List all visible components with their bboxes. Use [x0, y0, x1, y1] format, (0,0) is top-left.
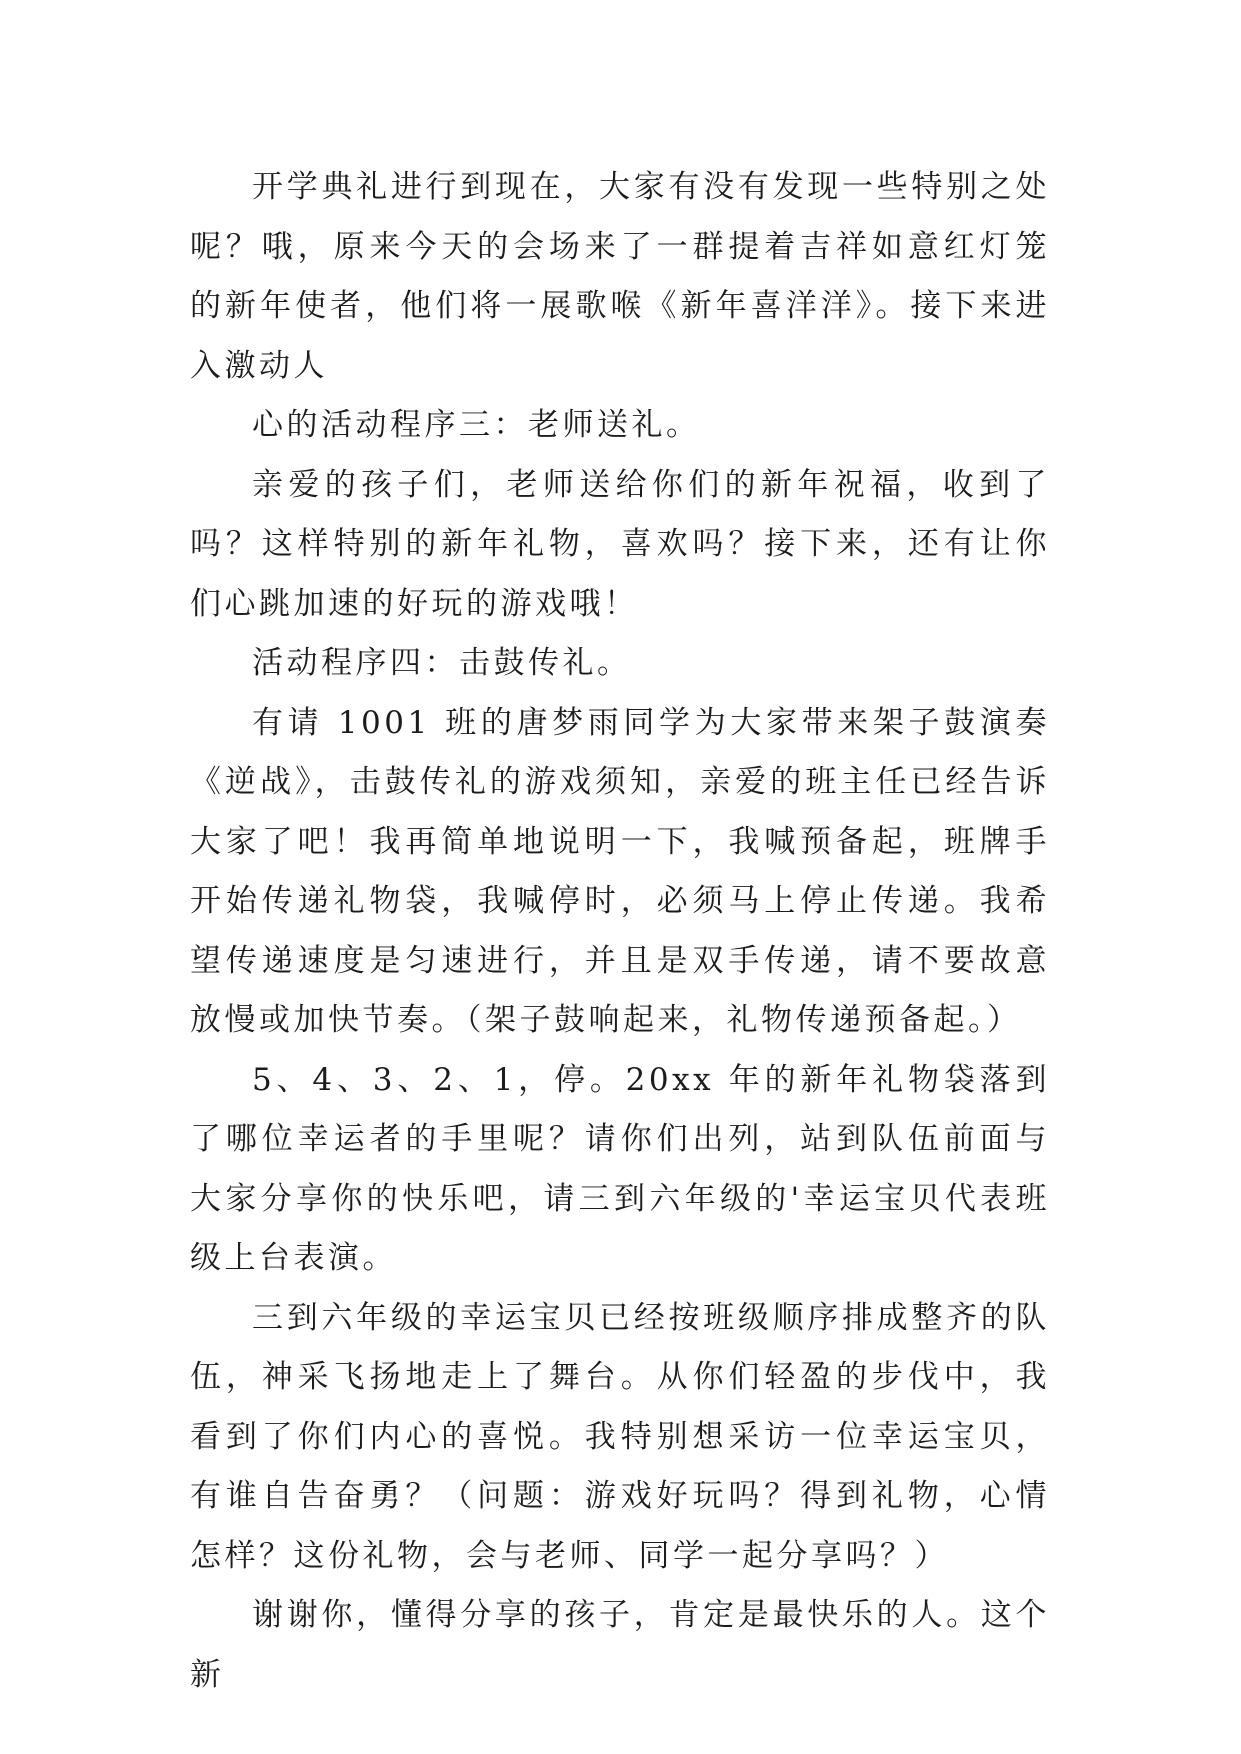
paragraph: 三到六年级的幸运宝贝已经按班级顺序排成整齐的队伍，神采飞扬地走上了舞台。从你们轻盈的步伐中，我看到了你们内心的喜悦。我特别想采访一位幸运宝贝，有谁自告奋勇？（问题：游戏好玩吗？得到礼物，心情怎样？这份礼物，会与老师、同学一起分享吗？）: [190, 1299, 1050, 1574]
paragraph: 心的活动程序三：老师送礼。: [252, 407, 701, 443]
paragraph: 开学典礼进行到现在，大家有没有发现一些特别之处呢？哦，原来今天的会场来了一群提着吉祥如意红灯笼的新年使者，他们将一展歌喉《新年喜洋洋》。接下来进入激动人: [190, 169, 1050, 384]
paragraph: 亲爱的孩子们，老师送给你们的新年祝福，收到了吗？这样特别的新年礼物，喜欢吗？接下来，还有让你们心跳加速的好玩的游戏哦！: [190, 466, 1050, 622]
paragraph: 谢谢你，懂得分享的孩子，肯定是最快乐的人。这个新: [190, 1597, 1050, 1693]
paragraph: 活动程序四：击鼓传礼。: [252, 645, 632, 681]
paragraph: 5、4、3、2、1，停。20xx 年的新年礼物袋落到了哪位幸运者的手里呢？请你们出列，站到队伍前面与大家分享你的快乐吧，请三到六年级的'幸运宝贝代表班级上台表演。: [190, 1061, 1050, 1276]
paragraph: 有请 1001 班的唐梦雨同学为大家带来架子鼓演奏《逆战》，击鼓传礼的游戏须知，亲爱的班主任已经告诉大家了吧！我再简单地说明一下，我喊预备起，班牌手开始传递礼物袋，我喊停时，必须马上停止传递。我希望传递速度是匀速进行，并且是双手传递，请不要故意放慢或加快节奏。（架子鼓响起来，礼物传递预备起。）: [190, 704, 1050, 1038]
document-body: [190, 158, 1050, 1705]
